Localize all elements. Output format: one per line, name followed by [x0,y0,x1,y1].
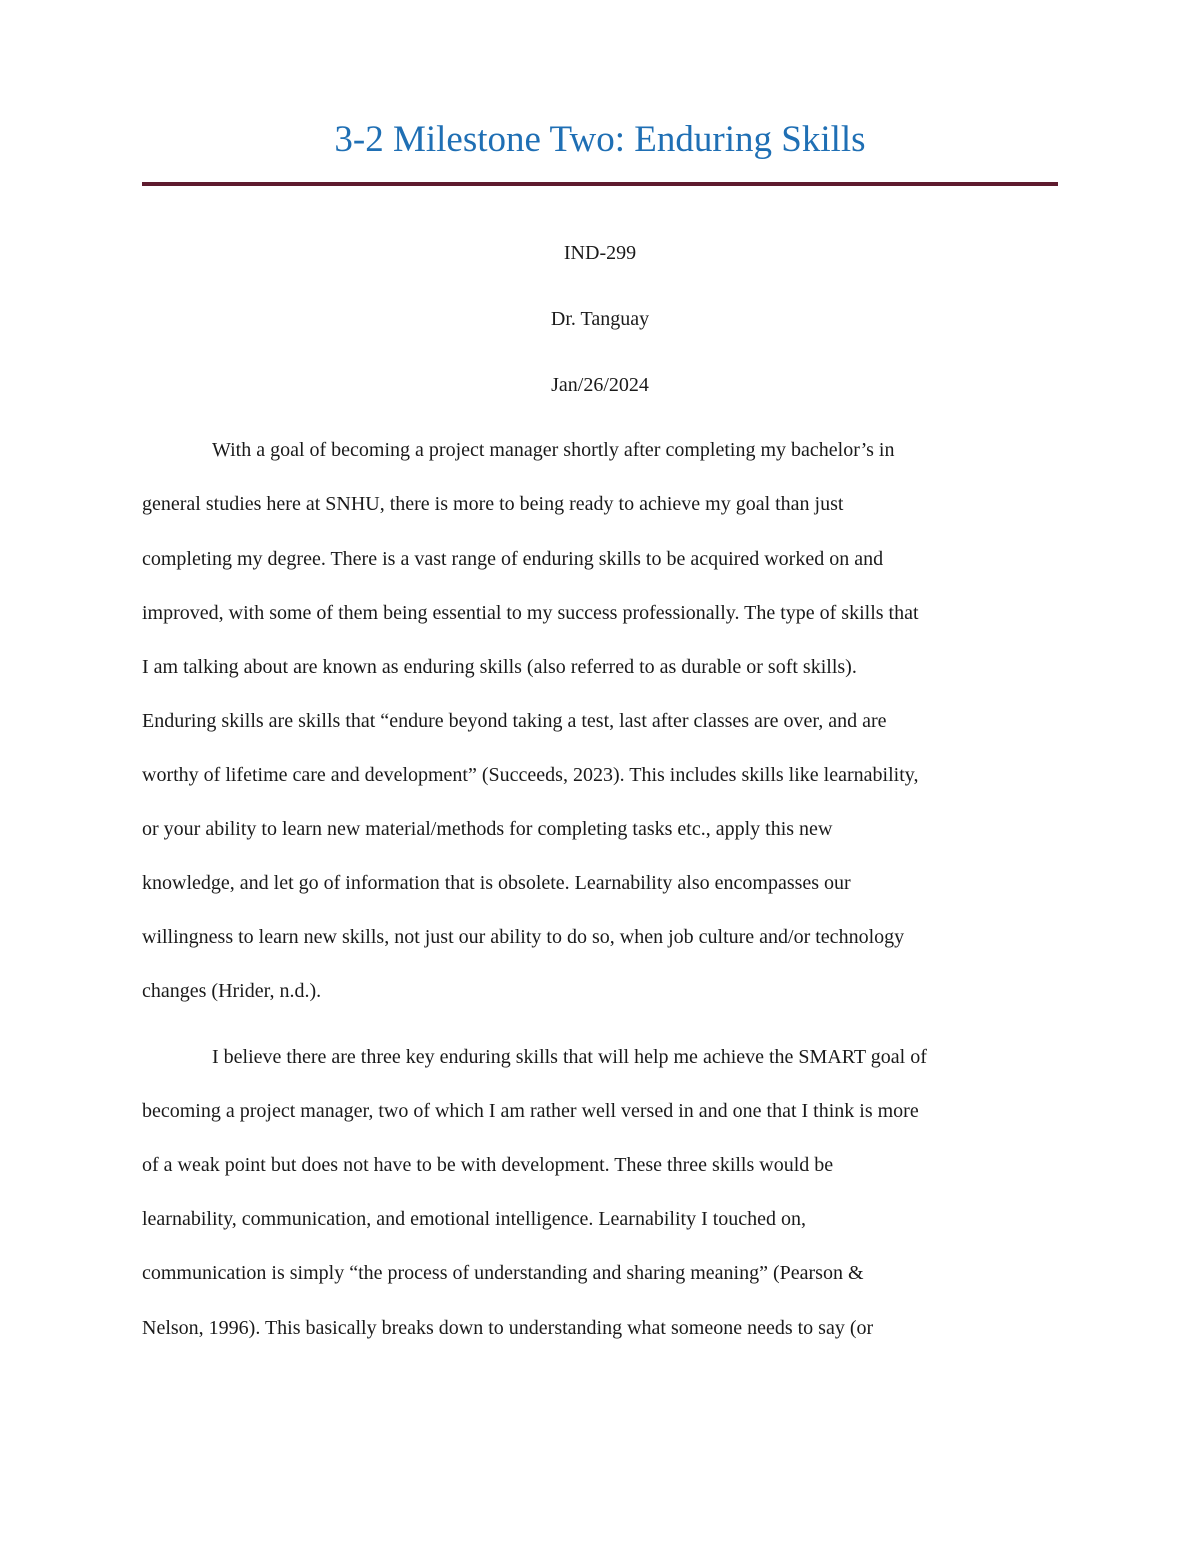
paragraph-1-line: willingness to learn new skills, not just our ability to do so, when job culture and/or technology [142,926,905,948]
document-date: Jan/26/2024 [551,374,649,396]
paragraph-2-line: communication is simply “the process of understanding and sharing meaning” (Pearson & [142,1262,864,1284]
instructor-name: Dr. Tanguay [550,308,650,330]
course-code: IND-299 [563,242,637,264]
paragraph-1-line: worthy of lifetime care and development” (Succeeds, 2023). This includes skills like learnability, [142,764,919,786]
paragraph-2-line: of a weak point but does not have to be with development. These three skills would be [142,1154,834,1176]
paragraph-2-line: I believe there are three key enduring skills that will help me achieve the SMART goal of [212,1046,927,1068]
document-title: 3-2 Milestone Two: Enduring Skills [334,119,866,160]
paragraph-2-line: becoming a project manager, two of which I am rather well versed in and one that I think is more [142,1100,919,1122]
paragraph-1-line: With a goal of becoming a project manager shortly after completing my bachelor’s in [212,439,895,461]
paragraph-1-line: I am talking about are known as enduring skills (also referred to as durable or soft skills). [142,656,857,678]
title-divider [142,182,1058,186]
paragraph-2-line: Nelson, 1996). This basically breaks down to understanding what someone needs to say (or [142,1317,874,1339]
paragraph-1-line: or your ability to learn new material/methods for completing tasks etc., apply this new [142,818,833,840]
paragraph-1-line: knowledge, and let go of information that is obsolete. Learnability also encompasses our [142,872,851,894]
paragraph-1-line: completing my degree. There is a vast range of enduring skills to be acquired worked on and [142,548,884,570]
paragraph-1-line: changes (Hrider, n.d.). [142,980,322,1002]
paragraph-1-line: general studies here at SNHU, there is more to being ready to achieve my goal than just [142,493,844,515]
paragraph-1-line: Enduring skills are skills that “endure beyond taking a test, last after classes are over, and are [142,710,887,732]
paragraph-2-line: learnability, communication, and emotional intelligence. Learnability I touched on, [142,1208,807,1230]
paragraph-1-line: improved, with some of them being essential to my success professionally. The type of skills that [142,602,919,624]
